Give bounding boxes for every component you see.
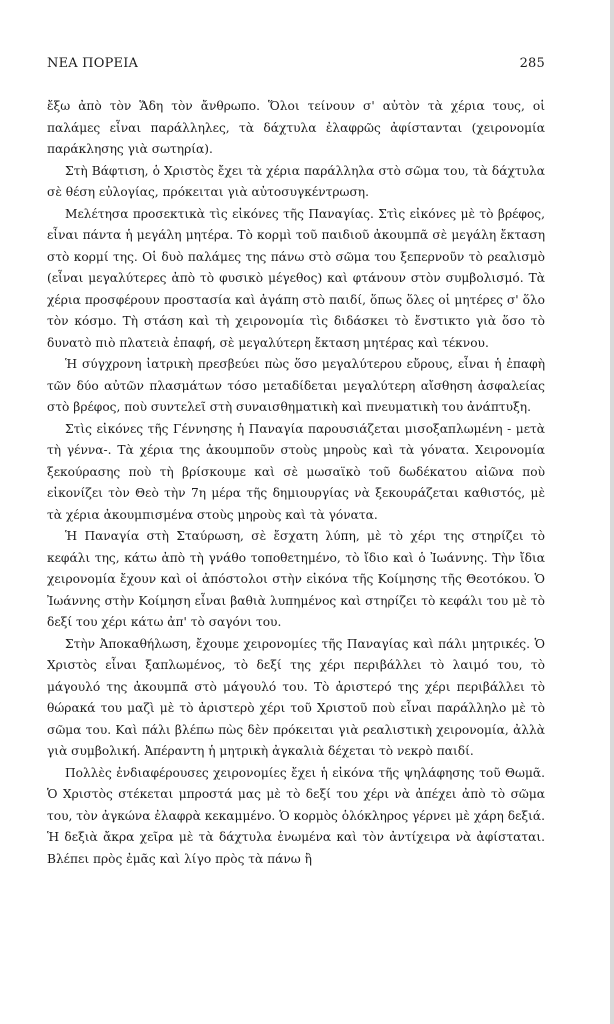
page-edge [610, 0, 614, 1024]
paragraph-4: Ἡ σύγχρονη ἰατρικὴ πρεσβεύει πὼς ὅσο μεγαλύτερου εὔρους, εἶναι ἡ ἐπαφὴ τῶν δύο αὐτῶν πλασμάτων τόσο μεταδίδεται μεγαλύτερη αἴσθηση ἀσφαλείας στὸ βρέφος, ποὺ συντελεῖ στὴ συναισθηματικὴ καὶ πνευματικὴ του ἀνάπτυξη. [47, 357, 545, 414]
page-number: 285 [519, 56, 545, 71]
paragraph-5: Στὶς εἰκόνες τῆς Γέννησης ἡ Παναγία παρουσιάζεται μισοξαπλωμένη - μετὰ τὴ γέννα-. Τὰ χέρια της ἀκουμποῦν στοὺς μηροὺς καὶ τὰ γόνατα. Χειρονομία ξεκούρασης ποὺ τὴ βρίσκουμε καὶ σὲ μωσαϊκὸ τοῦ δωδέκατου αἰῶνα ποὺ εἰκονίζει τὸν Θεὸ τὴν 7η μέρα τῆς δημιουργίας νὰ ξεκουράζεται καθιστός, μὲ τὰ χέρια ἀκουμπισμένα στοὺς μηροὺς καὶ τὰ γόνατα. [47, 421, 545, 522]
running-title: ΝΕΑ ΠΟΡΕΙΑ [47, 56, 139, 71]
body-text [47, 96, 545, 870]
paragraph-1: ἔξω ἀπὸ τὸν Ἅδη τὸν ἄνθρωπο. Ὅλοι τείνουν σ' αὐτὸν τὰ χέρια τους, οἱ παλάμες εἶναι παράλληλες, τὰ δάχτυλα ἐλαφρῶς ἀφίστανται (χειρονομία παράκλησης γιὰ σωτηρία). [47, 99, 545, 156]
running-header [47, 56, 545, 71]
paragraph-3: Μελέτησα προσεκτικὰ τὶς εἰκόνες τῆς Παναγίας. Στὶς εἰκόνες μὲ τὸ βρέφος, εἶναι πάντα ἡ μεγάλη μητέρα. Τὸ κορμὶ τοῦ παιδιοῦ ἀκουμπᾶ σὲ μεγάλη ἔκταση στὸ κορμί της. Οἱ δυὸ παλάμες της πάνω στὸ σῶμα του ξεπερνοῦν τὸ ρεαλισμὸ (εἶναι μεγαλύτερες ἀπὸ τὸ φυσικὸ μέγεθος) καὶ φτάνουν στὸν συμβολισμό. Τὰ χέρια προσφέρουν προστασία καὶ ἀγάπη στὸ παιδί, ὅπως ὅλες οἱ μητέρες σ' ὅλο τὸν κόσμο. Τὴ στάση καὶ τὴ χειρονομία τὶς διδάσκει τὸ ἔνστικτο γιὰ ὅσο τὸ δυνατὸ πιὸ πλατειὰ ἐπαφή, σὲ μεγαλύτερη ἔκταση μητέρας καὶ τέκνου. [47, 206, 545, 350]
paragraph-6: Ἡ Παναγία στὴ Σταύρωση, σὲ ἔσχατη λύπη, μὲ τὸ χέρι της στηρίζει τὸ κεφάλι της, κάτω ἀπὸ τὴ γνάθο τοποθετημένο, τὸ ἴδιο καὶ ὁ Ἰωάννης. Τὴν ἴδια χειρονομία ἔχουν καὶ οἱ ἀπόστολοι στὴν εἰκόνα τῆς Κοίμησης τῆς Θεοτόκου. Ὁ Ἰωάννης στὴν Κοίμηση εἶναι βαθιὰ λυπημένος καὶ στηρίζει τὸ κεφάλι του μὲ τὸ δεξί του χέρι κάτω ἀπ' τὸ σαγόνι του. [47, 529, 545, 629]
paragraph-7: Στὴν Ἀποκαθήλωση, ἔχουμε χειρονομίες τῆς Παναγίας καὶ πάλι μητρικές. Ὁ Χριστὸς εἶναι ξαπλωμένος, τὸ δεξί της χέρι περιβάλλει τὸ λαιμό του, τὸ μάγουλό της ἀκουμπᾶ στὸ μάγουλό του. Τὸ ἀριστερό της χέρι περιβάλλει τὸ θώρακά του μαζὶ μὲ τὸ ἀριστερὸ χέρι τοῦ Χριστοῦ ποὺ εἶναι παράλληλο μὲ τὸ σῶμα του. Καὶ πάλι βλέπω πὼς δὲν πρόκειται γιὰ ρεαλιστικὴ χειρονομία, ἀλλὰ γιὰ συμβολική. Ἀπέραντη ἡ μητρικὴ ἀγκαλιὰ δέχεται τὸ νεκρὸ παιδί. [47, 636, 545, 758]
paragraph-8: Πολλὲς ἐνδιαφέρουσες χειρονομίες ἔχει ἡ εἰκόνα τῆς ψηλάφησης τοῦ Θωμᾶ. Ὁ Χριστὸς στέκεται μπροστά μας μὲ τὸ δεξί του χέρι νὰ ἀπέχει ἀπὸ τὸ σῶμα του, τὸν ἀγκώνα ἐλαφρὰ κεκαμμένο. Ὁ κορμὸς ὁλόκληρος γέρνει μὲ χάρη δεξιά. Ἡ δεξιὰ ἄκρα χεῖρα μὲ τὰ δάχτυλα ἑνωμένα καὶ τὸν ἀντίχειρα νὰ ἀφίσταται. Βλέπει πρὸς ἐμᾶς καὶ λίγο πρὸς τὰ πάνω ἢ [47, 765, 545, 866]
paragraph-2: Στὴ Βάφτιση, ὁ Χριστὸς ἔχει τὰ χέρια παράλληλα στὸ σῶμα του, τὰ δάχτυλα σὲ θέση εὐλογίας, πρόκειται γιὰ αὐτοσυγκέντρωση. [47, 163, 545, 199]
